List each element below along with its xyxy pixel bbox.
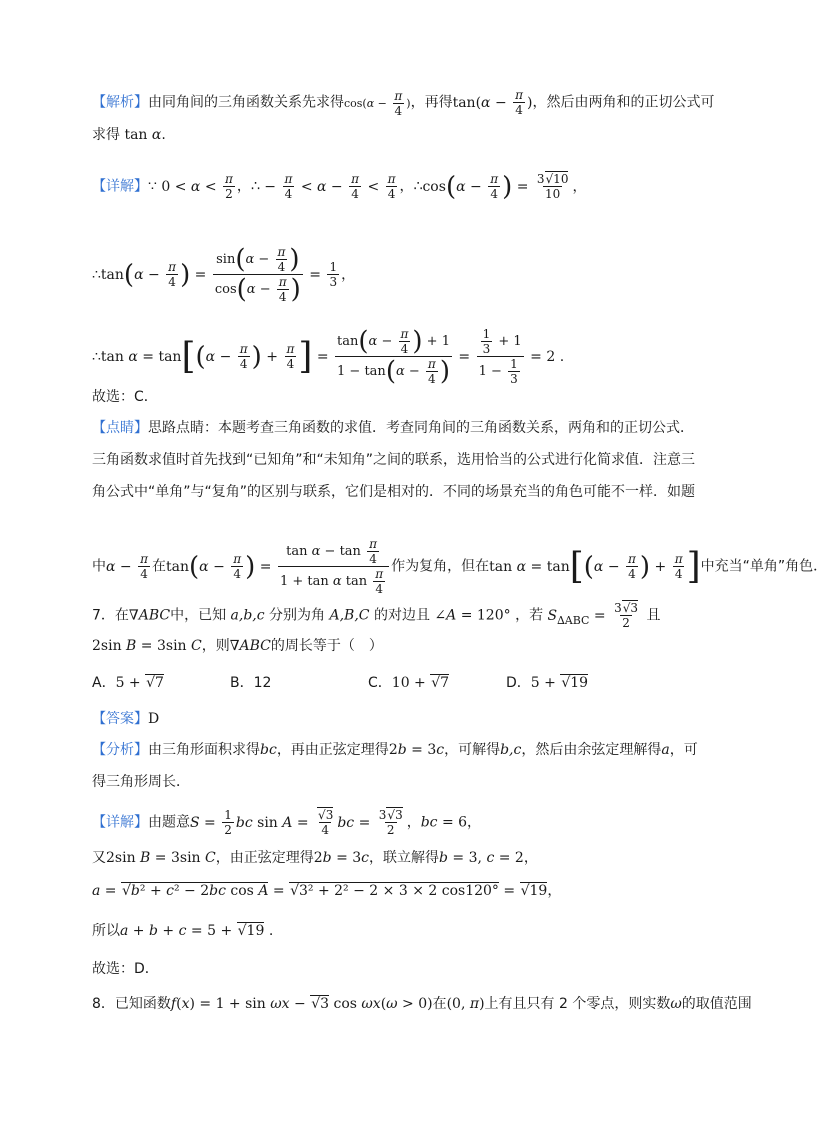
choose-line-7: 故选：D． [92, 961, 159, 977]
option-c: C．10 + √7 [368, 675, 450, 691]
question-7-options [92, 673, 644, 693]
formula-tan: tan(α − $\frac{\pi}{4}$ ) [452, 88, 533, 117]
remark-line-1: 【点睛】思路点睛：本题考查三角函数的求值．考查同角间的三角函数关系，两角和的正切公式． [92, 420, 694, 436]
detail-7-line-2: 又2sin B = 3sin C，由正弦定理得2b = 3c，联立解得b = 3, c = 2， [92, 850, 538, 866]
detail-line-3: ∴tan α = tan[(α − $\frac{\pi}{4}$ ) + $\frac{\pi}{4}$ ] = tan(α − $\frac{\pi}{4}$ ) + 1 1 − tan(α − $\frac{\pi}{4}$ ) = $\frac{1}{3}$ + 1 1 − $\frac{1}{3}$ = 2 . [92, 326, 565, 387]
question-7-line-1: 7．在∇ABC中，已知 a,b,c 分别为角 A,B,C 的对边且 ∠A = 120° ，若 $S_{\Delta ABC}$ = $\frac{3√3}{2}$ 且 [92, 601, 661, 630]
remark-tag: 【点睛】 [92, 420, 148, 436]
remark-line-2: 三角函数求值时首先找到“已知角”和“未知角”之间的联系，选用恰当的公式进行化简求值．注意三 [92, 452, 696, 468]
analysis-7-tag: 【分析】 [92, 742, 148, 758]
answer-7-line [92, 709, 159, 729]
question-8-line-1: 8．已知函数f(x) = 1 + sin ωx − √3 cos ωx(ω > 0)在(0, π)上有且只有 2 个零点，则实数ω的取值范围 [92, 996, 752, 1012]
remark-line-4: 中α − $\frac{\pi}{4}$ 在tan(α − $\frac{\pi}{4}$ ) = tan α − tan $\frac{\pi}{4}$ 1 + tan α tan $\frac{\pi}{4}$ 作为复角，但在tan α = tan[(α − $\frac{\pi}{4}$ ) + $\frac{\pi}{4}$ ]中充当“单角”角色． [92, 537, 827, 596]
analysis-7-line-2: 得三角形周长． [92, 774, 190, 790]
analysis-7-line-1: 【分析】由三角形面积求得bc，再由正弦定理得2b = 3c，可解得b,c，然后由余弦定理解得a，可 [92, 742, 698, 758]
analysis-tag: 【解析】 [92, 94, 148, 111]
question-7-line-2: 2sin B = 3sin C，则∇ABC的周长等于（ ） [92, 638, 383, 654]
detail-tag: 【详解】 [92, 178, 148, 195]
detail-7-tag: 【详解】 [92, 814, 148, 831]
option-d: D．5 + √19 [506, 675, 589, 691]
detail-line-2: ∴tan(α − $\frac{\pi}{4}$ ) = sin(α − $\frac{\pi}{4}$ ) cos(α − $\frac{\pi}{4}$ ) = $\frac{1}{3}$ ， [92, 244, 356, 305]
analysis-line-1: 【解析】由同角间的三角函数关系先求得cos(α − $\frac{\pi}{4}$ )，再得tan(α − $\frac{\pi}{4}$ )，然后由两角和的正切公式可 [92, 88, 715, 118]
detail-7-line-1: 【详解】由题意S = $\frac{1}{2}$ bc sin A = $\frac{√3}{4}$ bc = $\frac{3√3}{2}$ ，bc = 6， [92, 808, 482, 837]
choose-line-1: 故选：C． [92, 389, 158, 405]
option-b: B．12 [230, 675, 272, 691]
detail-7-line-4: 所以a + b + c = 5 + √19 . [92, 923, 274, 939]
detail-line-1: 【详解】∵ 0 < α < $\frac{\pi}{2}$ ，∴ − $\frac{\pi}{4}$ < α − $\frac{\pi}{4}$ < $\frac{\pi}{4}$ ，∴cos(α − $\frac{\pi}{4}$ ) = $\frac{3√10}{10}$ ， [92, 171, 587, 202]
remark-line-3: 角公式中“单角”与“复角”的区别与联系，它们是相对的．不同的场景充当的角色可能不一样．如题 [92, 484, 696, 500]
option-a: A．5 + √7 [92, 675, 164, 691]
answer-tag: 【答案】 [92, 711, 148, 727]
answer-value: D [148, 711, 160, 727]
formula-cos: cos(α − $\frac{\pi}{4}$ ) [344, 89, 411, 118]
analysis-line-2: 求得 tan α. [92, 127, 166, 143]
detail-7-line-3: a = √b² + c² − 2bc cos A = √3² + 2² − 2 × 3 × 2 cos120° = √19， [92, 883, 562, 899]
